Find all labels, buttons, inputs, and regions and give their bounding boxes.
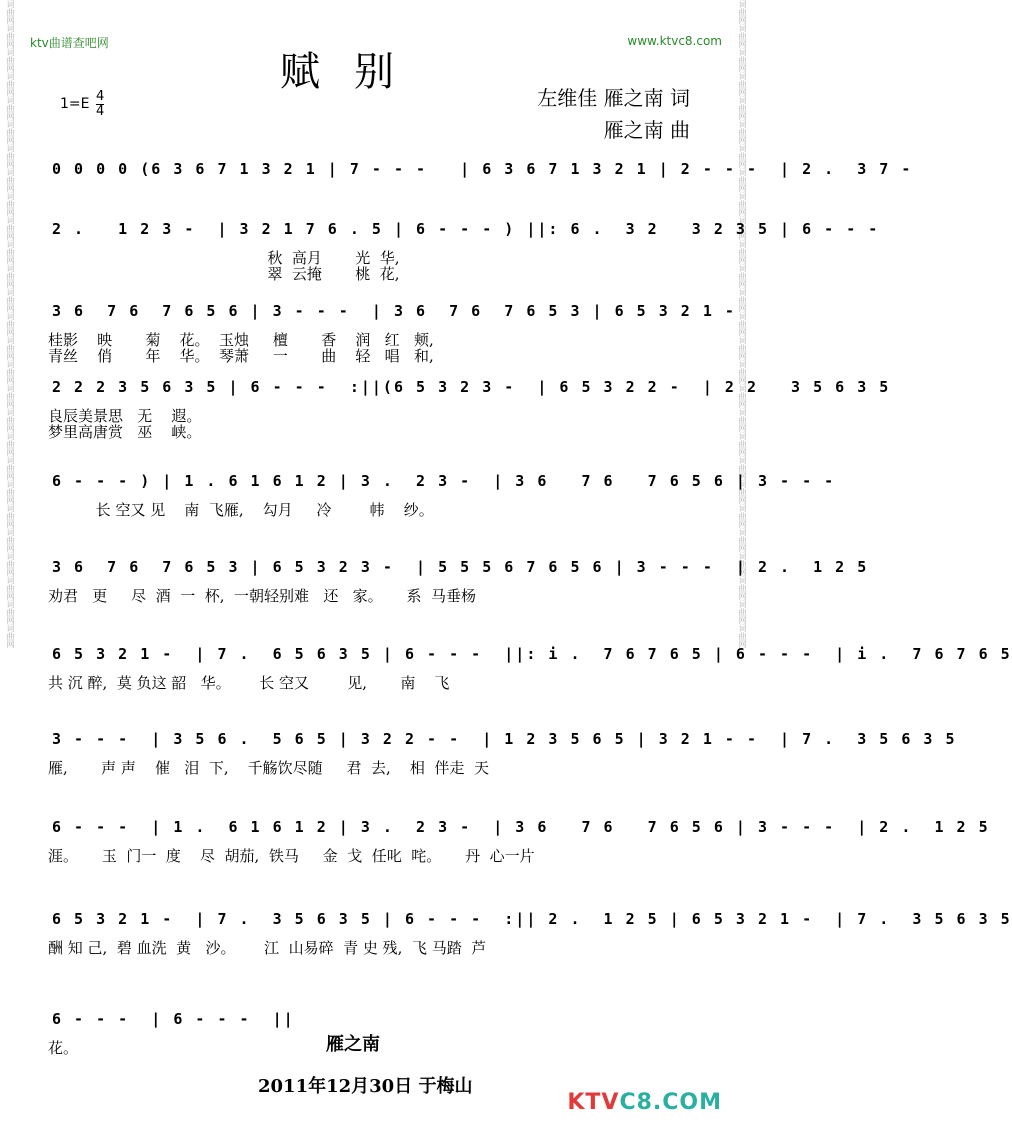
notation-line: 6 5 3 2 1 - | 7 . 3 5 6 3 5 | 6 - - - :|| 2 . 1 2 5 | 6 5 3 2 1 - | 7 . 3 5 6 3 5	[52, 910, 1012, 928]
notation-line: 2 . 1 2 3 - | 3 2 1 7 6 . 5 | 6 - - - ) ||: 6 . 3 2 3 2 3 5 | 6 - - -	[52, 220, 880, 238]
time-numerator: 4	[96, 89, 105, 104]
lyric-line: 劝君 更 尽 酒 一 杯, 一朝轻别难 还 家。 系 马垂杨	[48, 587, 477, 605]
key-signature: 1=E	[60, 96, 90, 112]
lyric-line: 翠 云掩 桃 花,	[48, 265, 400, 283]
notation-line: 6 5 3 2 1 - | 7 . 6 5 6 3 5 | 6 - - - ||: i . 7 6 7 6 5 | 6 - - - | i . 7 6 7 6 5	[52, 645, 1012, 663]
lyric-line: 花。	[48, 1039, 79, 1057]
notation-line: 6 - - - | 6 - - - ||	[52, 1010, 295, 1028]
notation-line: 3 6 7 6 7 6 5 6 | 3 - - - | 3 6 7 6 7 6 5 3 | 6 5 3 2 1 -	[52, 302, 736, 320]
notation-line: 2 2 2 3 5 6 3 5 | 6 - - - :||(6 5 3 2 3 - | 6 5 3 2 2 - | 2 2 3 5 6 3 5	[52, 378, 891, 396]
lyric-line: 涯。 玉 门一 度 尽 胡茄, 铁马 金 戈 任叱 咤。 丹 心一片	[48, 847, 535, 865]
footer-date: 2011年12月30日 于梅山	[258, 1076, 473, 1097]
lyric-line: 良辰美景思 无 遐。	[48, 407, 202, 425]
site-name-left[interactable]: ktv曲谱查吧网	[30, 36, 109, 50]
composer-credit: 雁之南 曲	[603, 118, 690, 142]
lyricist-credit: 左维佳 雁之南 词	[537, 86, 690, 110]
lyric-line: 秋 高月 光 华,	[48, 249, 400, 267]
lyric-line: 青丝 俏 年 华。 琴萧 一 曲 轻 唱 和,	[48, 347, 434, 365]
lyric-line: 梦里高唐赏 巫 峡。	[48, 423, 202, 441]
logo-part-b: C8.COM	[619, 1090, 722, 1115]
site-url-right[interactable]: www.ktvc8.com	[627, 34, 722, 48]
time-signature	[96, 90, 104, 119]
footer-author: 雁之南	[326, 1034, 380, 1055]
song-title: 赋别	[280, 49, 428, 95]
lyric-line: 酬 知 己, 碧 血洗 黄 沙。 江 山易碎 青 史 残, 飞 马踏 芦	[48, 939, 487, 957]
credits	[537, 82, 690, 146]
lyric-line: 桂影 映 菊 花。 玉烛 檀 香 润 红 颊,	[48, 331, 434, 349]
notation-line: 6 - - - | 1 . 6 1 6 1 2 | 3 . 2 3 - | 3 6 7 6 7 6 5 6 | 3 - - - | 2 . 1 2 5	[52, 818, 990, 836]
notation-line: 6 - - - ) | 1 . 6 1 6 1 2 | 3 . 2 3 - | 3 6 7 6 7 6 5 6 | 3 - - -	[52, 472, 836, 490]
watermark-left: 词曲网词曲网词曲网词曲网词曲网词曲网词曲网词曲网词曲网词曲网词曲网词曲网词曲网词曲网词曲网词曲网词曲网词曲网词曲网词曲网词曲网词曲网词曲网词曲网词曲网词曲网词曲网	[6, 0, 15, 648]
watermark-right: 词曲网词曲网词曲网词曲网词曲网词曲网词曲网词曲网词曲网词曲网词曲网词曲网词曲网词曲网词曲网词曲网词曲网词曲网词曲网词曲网词曲网词曲网词曲网词曲网词曲网词曲网词曲网	[738, 0, 747, 648]
notation-line: 3 - - - | 3 5 6 . 5 6 5 | 3 2 2 - - | 1 2 3 5 6 5 | 3 2 1 - - | 7 . 3 5 6 3 5	[52, 730, 957, 748]
logo-part-a: KTV	[567, 1090, 620, 1115]
site-logo	[567, 1090, 722, 1115]
notation-line: 0 0 0 0 (6 3 6 7 1 3 2 1 | 7 - - - | 6 3 6 7 1 3 2 1 | 2 - - - | 2 . 3 7 -	[52, 160, 913, 178]
lyric-line: 雁, 声 声 催 泪 下, 千觞饮尽随 君 去, 相 伴走 天	[48, 759, 489, 777]
lyric-line: 长 空又 见 南 飞雁, 勾月 冷 帏 纱。	[48, 501, 434, 519]
time-denominator: 4	[96, 104, 105, 119]
lyric-line: 共 沉 醉, 莫 负这 韶 华。 长 空又 见, 南 飞	[48, 674, 450, 692]
notation-line: 3 6 7 6 7 6 5 3 | 6 5 3 2 3 - | 5 5 5 6 7 6 5 6 | 3 - - - | 2 . 1 2 5	[52, 558, 869, 576]
